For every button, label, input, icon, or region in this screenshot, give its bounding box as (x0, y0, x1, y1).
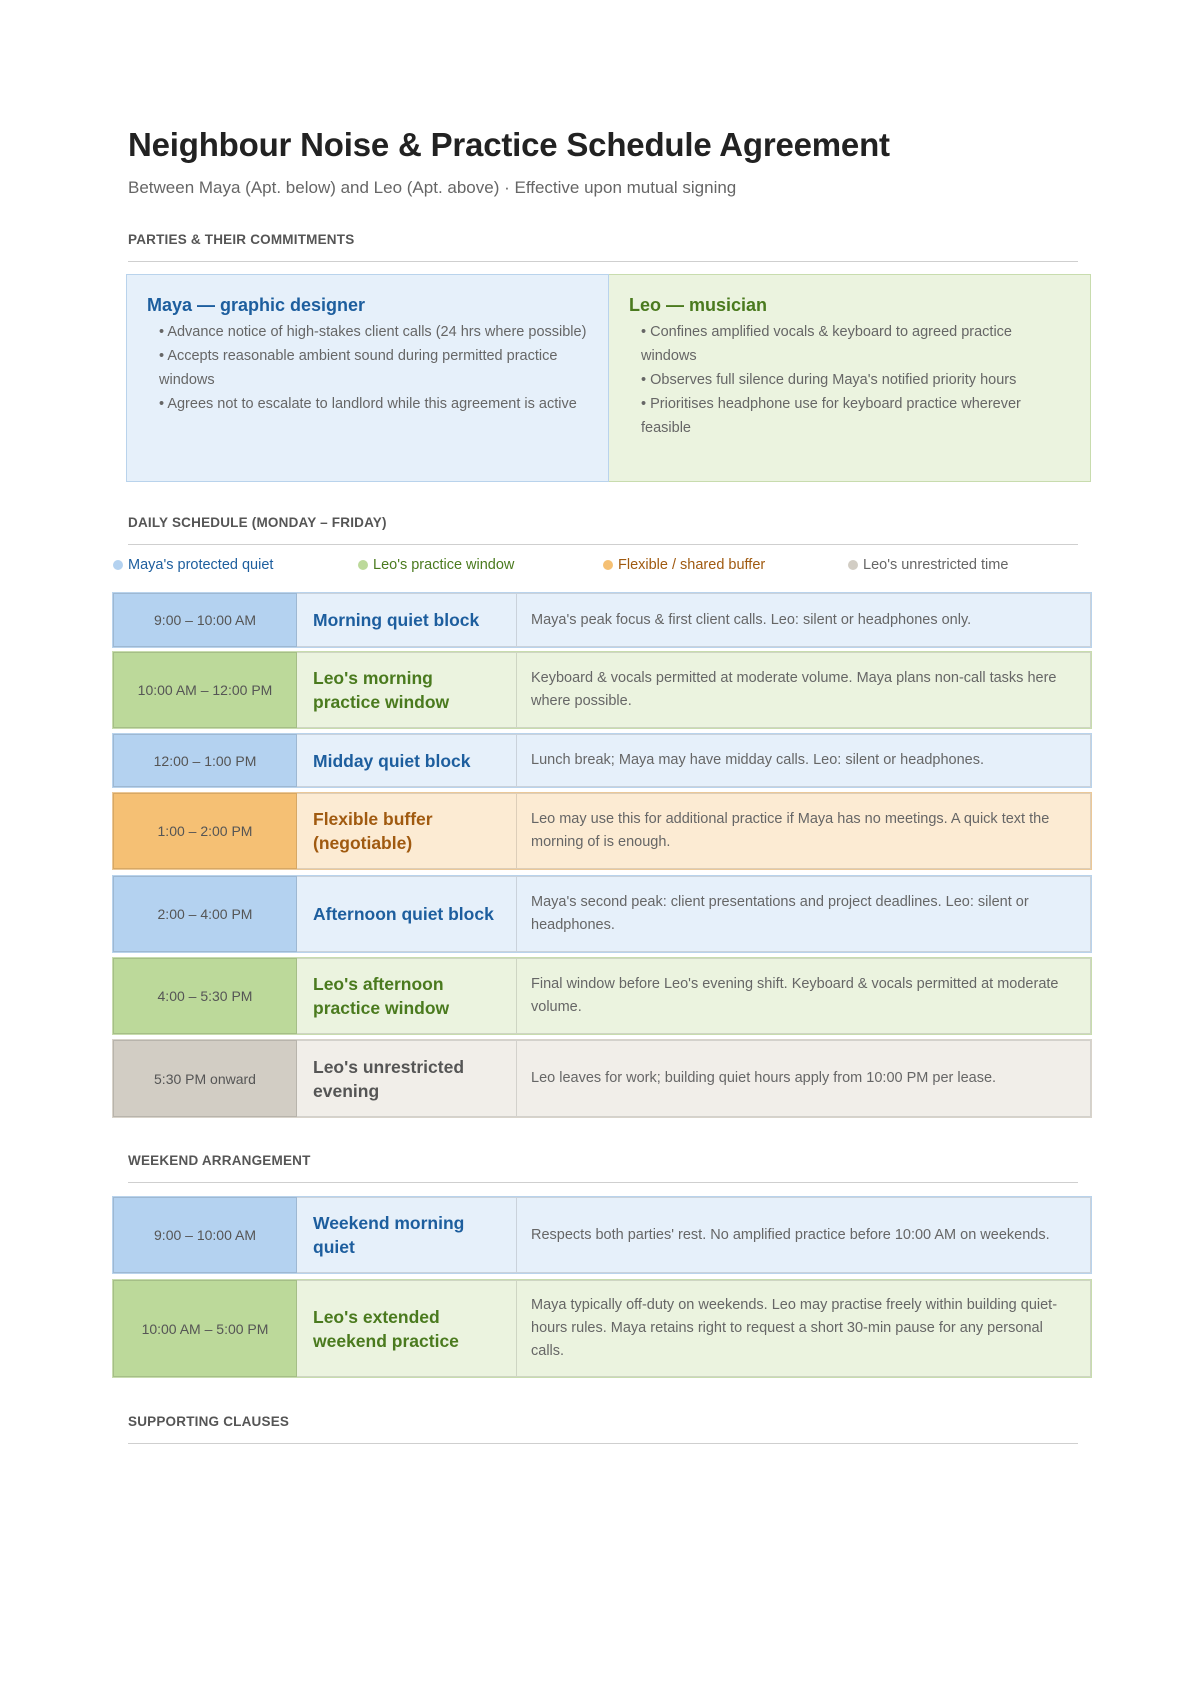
legend-label: Maya's protected quiet (128, 557, 274, 573)
slot-name: Morning quiet block (297, 593, 516, 647)
schedule-row (113, 652, 1091, 728)
commitment-item: • Confines amplified vocals & keyboard to agreed practice windows (641, 320, 1070, 368)
slot-name: Leo's afternoon practice window (297, 958, 516, 1034)
section-heading-daily: DAILY SCHEDULE (MONDAY – FRIDAY) (128, 515, 1078, 545)
legend-dot-icon (358, 560, 368, 570)
slot-time: 4:00 – 5:30 PM (113, 958, 297, 1034)
slot-time: 2:00 – 4:00 PM (113, 876, 297, 952)
commitment-item: • Advance notice of high-stakes client calls (24 hrs where possible) (159, 320, 588, 344)
party-card-leo (609, 274, 1091, 482)
slot-name: Afternoon quiet block (297, 876, 516, 952)
section-heading-supporting: SUPPORTING CLAUSES (128, 1414, 1078, 1444)
slot-time: 1:00 – 2:00 PM (113, 793, 297, 869)
legend-dot-icon (113, 560, 123, 570)
slot-description: Respects both parties' rest. No amplified practice before 10:00 AM on weekends. (516, 1197, 1091, 1273)
schedule-row (113, 1040, 1091, 1117)
slot-time: 12:00 – 1:00 PM (113, 734, 297, 787)
slot-description: Maya typically off-duty on weekends. Leo may practise freely within building quiet-hours rules. Maya retains right to request a short 30-min pause for any personal calls. (516, 1280, 1091, 1377)
party-card-maya (126, 274, 609, 482)
slot-time: 9:00 – 10:00 AM (113, 593, 297, 647)
section-heading-parties: PARTIES & THEIR COMMITMENTS (128, 232, 1078, 262)
party-name-leo: Leo — musician (629, 295, 768, 315)
schedule-row (113, 1280, 1091, 1377)
slot-description: Lunch break; Maya may have midday calls. Leo: silent or headphones. (516, 734, 1091, 787)
commitment-item: • Prioritises headphone use for keyboard practice wherever feasible (641, 392, 1070, 440)
slot-description: Maya's second peak: client presentations and project deadlines. Leo: silent or headphones. (516, 876, 1091, 952)
slot-name: Leo's unrestricted evening (297, 1040, 516, 1117)
slot-description: Maya's peak focus & first client calls. Leo: silent or headphones only. (516, 593, 1091, 647)
slot-time: 10:00 AM – 5:00 PM (113, 1280, 297, 1377)
slot-time: 5:30 PM onward (113, 1040, 297, 1117)
schedule-row (113, 876, 1091, 952)
page-subtitle: Between Maya (Apt. below) and Leo (Apt. above) · Effective upon mutual signing (128, 178, 737, 197)
legend-dot-icon (848, 560, 858, 570)
slot-time: 9:00 – 10:00 AM (113, 1197, 297, 1273)
section-heading-weekend: WEEKEND ARRANGEMENT (128, 1153, 1078, 1183)
slot-time: 10:00 AM – 12:00 PM (113, 652, 297, 728)
legend-label: Leo's practice window (373, 557, 515, 573)
schedule-row (113, 958, 1091, 1034)
slot-description: Keyboard & vocals permitted at moderate volume. Maya plans non-call tasks here where possible. (516, 652, 1091, 728)
schedule-row (113, 793, 1091, 869)
legend-label: Leo's unrestricted time (863, 557, 1009, 573)
commitment-item: • Observes full silence during Maya's notified priority hours (641, 368, 1070, 392)
slot-description: Leo leaves for work; building quiet hours apply from 10:00 PM per lease. (516, 1040, 1091, 1117)
schedule-row (113, 1197, 1091, 1273)
slot-name: Leo's morning practice window (297, 652, 516, 728)
legend-label: Flexible / shared buffer (618, 557, 766, 573)
slot-name: Midday quiet block (297, 734, 516, 787)
party-name-maya: Maya — graphic designer (147, 295, 366, 315)
legend-item-quiet (113, 557, 273, 573)
commitment-item: • Agrees not to escalate to landlord while this agreement is active (159, 392, 588, 416)
commitment-item: • Accepts reasonable ambient sound during permitted practice windows (159, 344, 588, 392)
schedule-row (113, 734, 1091, 787)
legend-dot-icon (603, 560, 613, 570)
slot-name: Leo's extended weekend practice (297, 1280, 516, 1377)
parties-panel (126, 274, 1091, 482)
legend-item-practice (358, 557, 514, 573)
slot-name: Weekend morning quiet (297, 1197, 516, 1273)
schedule-row (113, 593, 1091, 647)
legend-item-unrestricted (848, 557, 1008, 573)
slot-description: Final window before Leo's evening shift. Keyboard & vocals permitted at moderate volume. (516, 958, 1091, 1034)
slot-name: Flexible buffer (negotiable) (297, 793, 516, 869)
legend-item-flexible (603, 557, 765, 573)
commitment-list-leo (629, 320, 1070, 440)
commitment-list-maya (147, 320, 588, 416)
slot-description: Leo may use this for additional practice if Maya has no meetings. A quick text the morning of is enough. (516, 793, 1091, 869)
schedule-legend (113, 557, 1103, 579)
page-title: Neighbour Noise & Practice Schedule Agreement (128, 126, 890, 163)
